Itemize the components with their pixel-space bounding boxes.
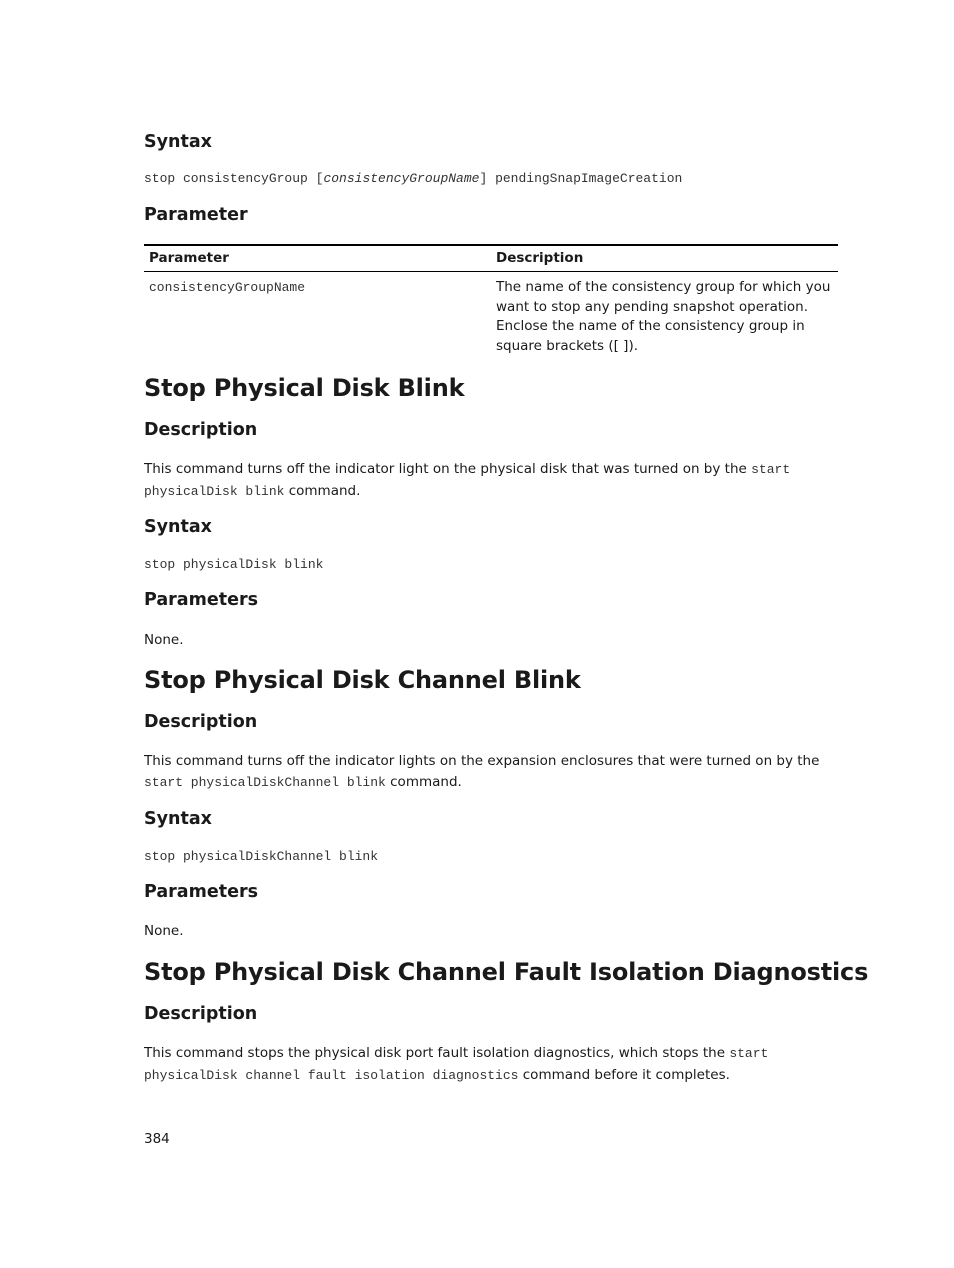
section-title-stop-physical-disk-channel-fault-isolation-diagnostics: Stop Physical Disk Channel Fault Isolation Diagnostics: [144, 958, 869, 986]
table-cell-parameter: consistencyGroupName: [149, 280, 306, 295]
syntax-code: stop physicalDiskChannel blink: [144, 849, 379, 864]
description-text-prefix: This command turns off the indicator lights on the expansion enclosures that were turned on by the: [144, 753, 820, 769]
parameter-heading: Parameter: [144, 205, 248, 225]
parameters-heading: Parameters: [144, 590, 258, 610]
syntax-code: [144, 169, 682, 189]
description-text: [144, 751, 838, 793]
page-number: 384: [144, 1131, 170, 1147]
parameters-heading: Parameters: [144, 882, 258, 902]
syntax-code: stop physicalDisk blink: [144, 557, 324, 572]
description-inline-code: start physicalDisk blink: [144, 462, 791, 499]
description-inline-code: start physicalDiskChannel blink: [144, 774, 386, 790]
description-text-suffix: command.: [284, 482, 361, 499]
syntax-heading: Syntax: [144, 517, 212, 537]
section-title-stop-physical-disk-blink: Stop Physical Disk Blink: [144, 374, 465, 402]
description-text-prefix: This command stops the physical disk port fault isolation diagnostics, which stops the: [144, 1045, 730, 1061]
description-text: [144, 1043, 838, 1086]
syntax-code-suffix: ] pendingSnapImageCreation: [479, 171, 683, 186]
syntax-heading: Syntax: [144, 809, 212, 829]
table-header-description: Description: [491, 245, 838, 272]
description-heading: Description: [144, 1004, 258, 1024]
syntax-heading: Syntax: [144, 132, 212, 152]
syntax-code-variable: consistencyGroupName: [323, 171, 480, 186]
syntax-code-prefix: stop consistencyGroup [: [144, 171, 324, 186]
parameter-table: [144, 244, 838, 356]
description-text-suffix: command.: [385, 773, 462, 790]
section-title-stop-physical-disk-channel-blink: Stop Physical Disk Channel Blink: [144, 666, 581, 694]
description-inline-code: start physicalDisk channel fault isolation diagnostics: [144, 1046, 769, 1083]
description-heading: Description: [144, 420, 258, 440]
description-text-suffix: command before it completes.: [518, 1066, 730, 1083]
description-text: [144, 459, 838, 502]
description-text-prefix: This command turns off the indicator light on the physical disk that was turned on by the: [144, 461, 752, 477]
table-header-parameter: Parameter: [144, 245, 491, 272]
table-row: [144, 272, 838, 357]
table-header-row: [144, 245, 838, 272]
parameters-text: None.: [144, 923, 184, 939]
parameters-text: None.: [144, 632, 184, 648]
description-heading: Description: [144, 712, 258, 732]
table-cell-description: The name of the consistency group for which you want to stop any pending snapshot operation. Enclose the name of the consistency group in square brackets ([ ]).: [496, 279, 831, 354]
